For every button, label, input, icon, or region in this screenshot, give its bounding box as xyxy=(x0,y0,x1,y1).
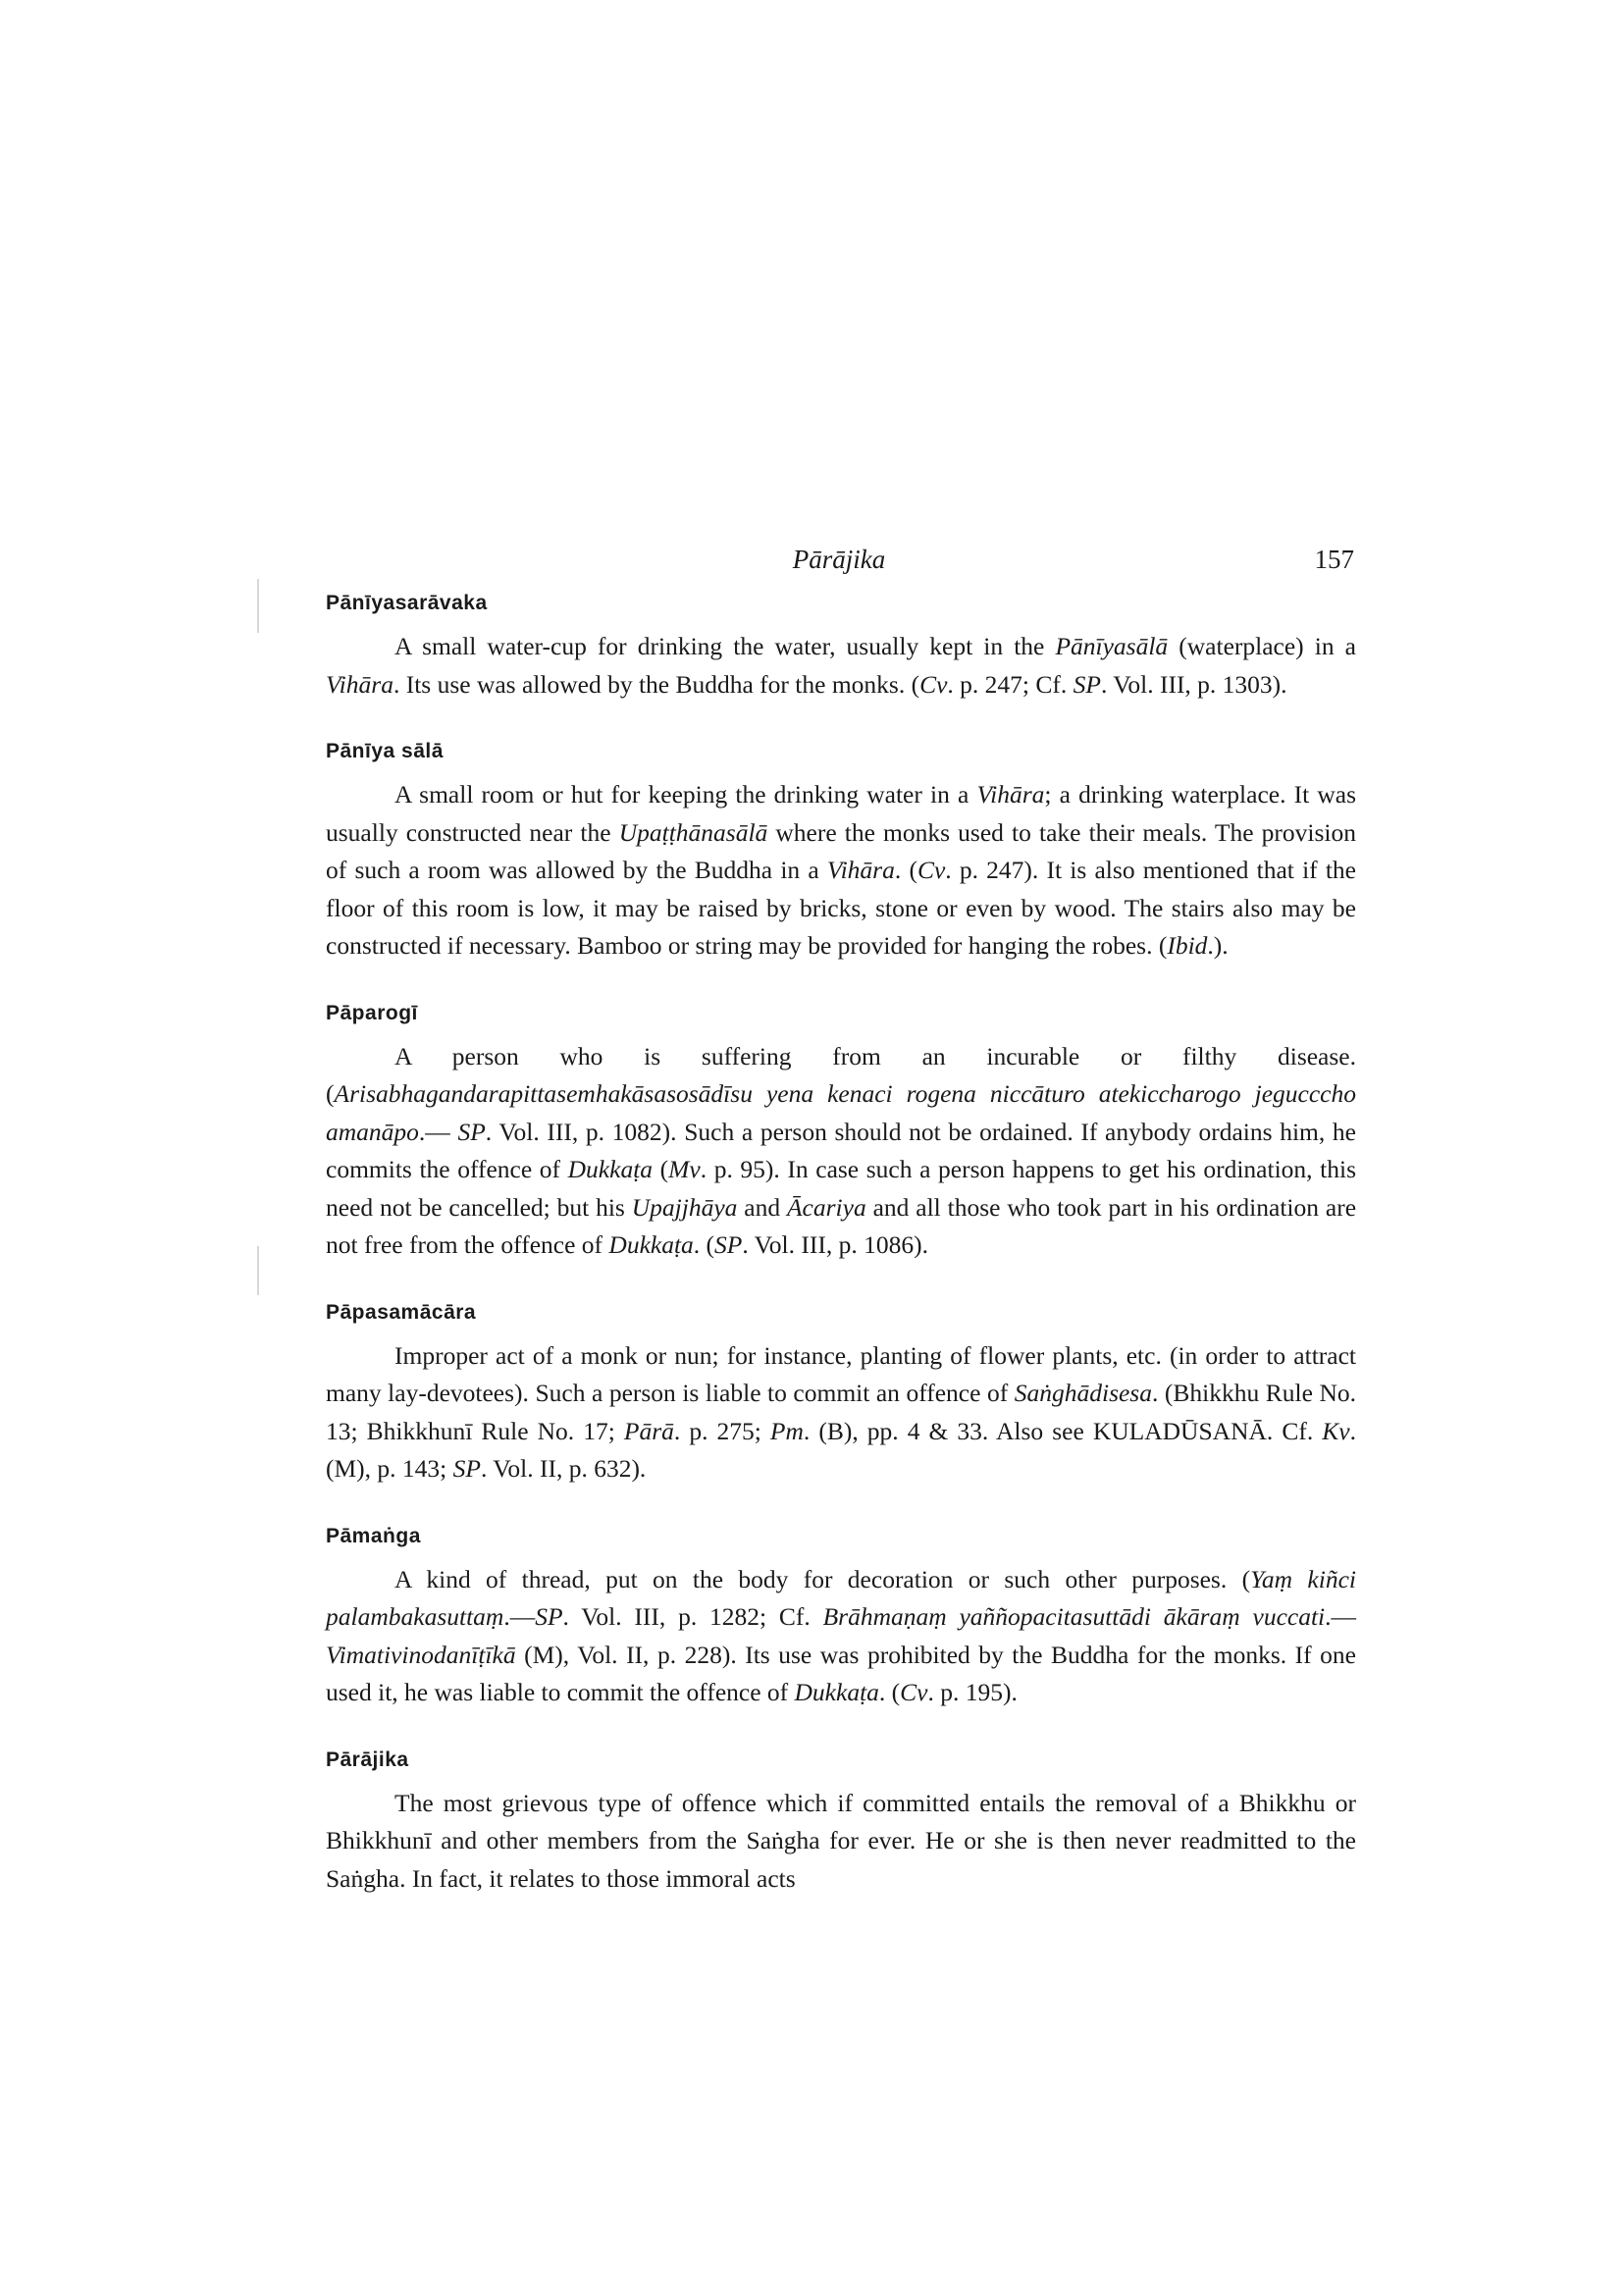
entry-headword: Pānīya sālā xyxy=(326,740,444,762)
margin-mark xyxy=(257,1246,259,1295)
entry-headword: Pārājika xyxy=(326,1748,409,1771)
entry-definition: A person who is suffering from an incurable or filthy disease. (Arisabhagandarapittasemhakāsasosādīsu yena kenaci rogena niccāturo atekiccharogo jegucccho amanāpo.— SP. Vol. III, p. 1082). Such a person should not be ordained. If anybody ordains him, he commits the offence of Dukkaṭa (Mv. p. 95). In case such a person happens to get his ordination, this need not be cancelled; but his Upajjhāya and Ācariya and all those who took part in his ordination are not free from the offence of Dukkaṭa. (SP. Vol. III, p. 1086). xyxy=(326,1041,1357,1259)
entry-definition: A kind of thread, put on the body for decoration or such other purposes. (Yaṃ kiñci palambakasuttaṃ.—SP. Vol. III, p. 1282; Cf. Brāhmaṇaṃ yaññopacitasuttādi ākāraṃ vuccati.—Vimativinodanīṭīkā (M), Vol. II, p. 228). Its use was prohibited by the Buddha for the monks. If one used it, he was liable to commit the offence of Dukkaṭa. (Cv. p. 195). xyxy=(326,1564,1356,1706)
page-number: 157 xyxy=(1314,545,1354,574)
entry-definition: Improper act of a monk or nun; for instance, planting of flower plants, etc. (in order to attract many lay-devotees). Such a person is liable to commit an offence of Saṅghādisesa. (Bhikkhu Rule No. 13; Bhikkhunī Rule No. 17; Pārā. p. 275; Pm. (B), pp. 4 & 33. Also see KULADŪSANĀ. Cf. Kv. (M), p. 143; SP. Vol. II, p. 632). xyxy=(326,1340,1356,1483)
entry-definition: A small room or hut for keeping the drinking water in a Vihāra; a drinking waterplace. It was usually constructed near the Upaṭṭhānasālā where the monks used to take their meals. The provision of such a room was allowed by the Buddha in a Vihāra. (Cv. p. 247). It is also mentioned that if the floor of this room is low, it may be raised by bricks, stone or even by wood. The stairs also may be constructed if necessary. Bamboo or string may be provided for hanging the robes. (Ibid.). xyxy=(326,780,1357,960)
glossary-entry xyxy=(326,1746,1356,1899)
entry-headword: Pāpasamācāra xyxy=(326,1300,477,1324)
entry-headword: Pāmaṅga xyxy=(326,1524,421,1547)
glossary-entry xyxy=(326,1298,1356,1488)
entry-headword: Pāparogī xyxy=(326,1001,418,1024)
glossary-content xyxy=(326,589,1356,1931)
glossary-entry xyxy=(326,589,1356,704)
running-title: Pārājika xyxy=(792,545,886,574)
glossary-entry xyxy=(326,999,1356,1265)
margin-mark xyxy=(257,579,259,633)
entry-definition: The most grievous type of offence which if committed entails the removal of a Bhikkhu or Bhikkhunī and other members from the Saṅgha for ever. He or she is then never readmitted to the Saṅgha. In fact, it relates to those immoral acts xyxy=(326,1788,1356,1893)
entry-definition: A small water-cup for drinking the water, usually kept in the Pānīyasālā (waterplace) in a Vihāra. Its use was allowed by the Buddha for the monks. (Cv. p. 247; Cf. SP. Vol. III, p. 1303). xyxy=(326,632,1356,699)
glossary-entry xyxy=(326,737,1356,965)
glossary-entry xyxy=(326,1522,1356,1712)
running-head xyxy=(324,545,1354,584)
entry-headword: Pānīyasarāvaka xyxy=(326,592,488,614)
